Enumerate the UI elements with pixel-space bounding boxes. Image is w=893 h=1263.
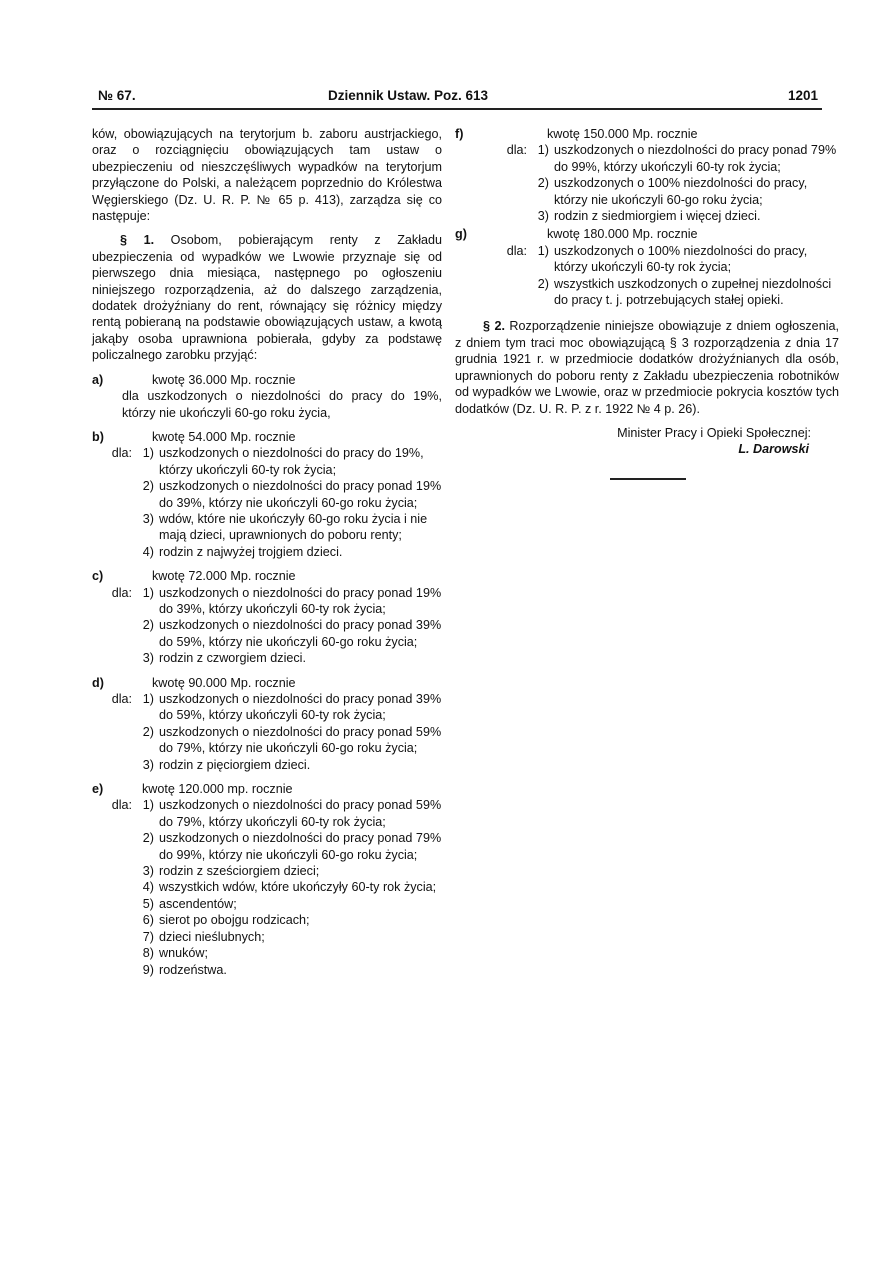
list-item: 2) uszkodzonych o 100% niezdolności do pracy, którzy nie ukończyli 60-go roku życia;	[537, 176, 808, 207]
issue-number: № 67.	[98, 88, 136, 103]
item-e	[92, 781, 442, 978]
intro-paragraph: ków, obowiązujących na terytorjum b. zaboru austrjackiego, oraz o rozciągnięciu obowiązujących tam ustaw o ubezpieczeniu od nieszczęśliwych wypadków na terytorjum przyłączone do Polski, a należącem poprzednio do Królestwa Węgierskiego (Dz. U. R. P. № 65 p. 413), zarządza się co następuje:	[92, 127, 442, 224]
list-item: 2) uszkodzonych o niezdolności do pracy ponad 19% do 39%, którzy nie ukończyli 60-go roku życia;	[142, 479, 442, 510]
item-g	[455, 226, 839, 308]
section-2-text: Rozporządzenie niniejsze obowiązuje z dniem ogłoszenia, z dniem tym traci moc obowiązującą § 3 rozporządzenia z dnia 17 grudnia 1921 r. w przedmiocie dodatków drożyźnianych dla osób, uprawnionych do poboru renty z Zakładu ubezpieczenia robotników od wypadków we Lwowie, oraz w przedmiocie pokrycia kosztów tych dodatków (Dz. U. R. P. z r. 1922 № 4 p. 26).	[455, 319, 839, 416]
list-item: 4) wszystkich wdów, które ukończyły 60-ty rok życia;	[142, 880, 437, 895]
section-1-text: Osobom, pobierającym renty z Zakładu ubezpieczenia od wypadków we Lwowie przyznaje się od pierwszego dnia miesiąca, następnego po ogłoszeniu niniejszego rozporządzenia, aż do dalszego zarządzenia, dodatek drożyźniany do rent, równający się różnicy między rentą pobieraną na podstawie obowiązujących ustaw, a kwotą jakąby osoba uprawniona pobierała, gdyby za podstawę policzalnego zarobku przyjąć:	[92, 233, 443, 363]
item-d	[92, 675, 442, 773]
list-item: 4) rodzin z najwyżej trojgiem dzieci.	[142, 544, 343, 559]
dla-label: dla:	[506, 143, 527, 158]
item-b-letter: b)	[92, 429, 104, 444]
item-g-amount: kwotę 180.000 Mp. rocznie	[547, 227, 698, 242]
page-header	[98, 88, 818, 108]
list-item: 2) uszkodzonych o niezdolności do pracy ponad 39% do 59%, którzy nie ukończyli 60-go roku życia;	[142, 618, 442, 649]
dla-label: dla:	[111, 585, 132, 600]
dla-label: dla:	[506, 243, 527, 258]
item-b	[92, 429, 442, 560]
list-item: 1) uszkodzonych o 100% niezdolności do pracy, którzy ukończyli 60-ty rok życia;	[537, 243, 808, 275]
list-item: 1) uszkodzonych o niezdolności do pracy ponad 39% do 59%, którzy ukończyli 60-ty rok życia;	[142, 692, 442, 723]
item-c	[92, 568, 442, 666]
list-item: 3) wdów, które nie ukończyły 60-go roku życia i nie mają dzieci, uprawnionych do poboru renty;	[142, 511, 428, 543]
item-f	[455, 126, 839, 224]
item-g-letter: g)	[455, 227, 467, 242]
page-number: 1201	[787, 88, 818, 103]
list-item: 3) rodzin z pięciorgiem dzieci.	[142, 757, 311, 772]
item-d-amount: kwotę 90.000 Mp. rocznie	[152, 675, 296, 690]
dla-label: dla:	[111, 798, 132, 813]
journal-title: Dziennik Ustaw. Poz. 613	[328, 88, 489, 103]
item-d-letter: d)	[92, 675, 104, 690]
item-c-amount: kwotę 72.000 Mp. rocznie	[152, 569, 296, 584]
list-item: 3) rodzin z siedmiorgiem i więcej dzieci.	[537, 209, 761, 224]
list-item: 1) uszkodzonych o niezdolności do pracy do 19%, którzy ukończyli 60-ty rok życia;	[142, 446, 424, 477]
item-f-amount: kwotę 150.000 Mp. rocznie	[547, 127, 698, 141]
list-item: 2) uszkodzonych o niezdolności do pracy ponad 79% do 99%, którzy nie ukończyli 60-go roku życia;	[142, 831, 442, 862]
section-1	[92, 232, 442, 363]
list-item: 8) wnuków;	[142, 946, 208, 961]
signature-title: Minister Pracy i Opieki Społecznej:	[617, 425, 811, 440]
section-2-mark: § 2.	[483, 319, 505, 334]
item-b-amount: kwotę 54.000 Mp. rocznie	[152, 429, 296, 444]
left-column	[92, 126, 442, 978]
list-item: 7) dzieci nieślubnych;	[142, 929, 265, 944]
item-f-letter: f)	[455, 127, 464, 141]
list-item: 5) ascendentów;	[142, 896, 237, 911]
item-a-amount: kwotę 36.000 Mp. rocznie	[152, 372, 296, 387]
right-column	[455, 126, 839, 480]
list-item: 1) uszkodzonych o niezdolności do pracy ponad 79% do 99%, którzy ukończyli 60-ty rok życia;	[537, 143, 837, 174]
item-a	[92, 372, 442, 421]
item-a-letter: a)	[92, 372, 104, 387]
dla-label: dla:	[111, 692, 132, 706]
header-rule	[92, 108, 822, 110]
section-2	[455, 318, 839, 416]
list-item: 9) rodzeństwa.	[142, 962, 227, 977]
list-item: 2) uszkodzonych o niezdolności do pracy ponad 59% do 79%, którzy nie ukończyli 60-go roku życia;	[142, 724, 442, 756]
list-item: 2) wszystkich uszkodzonych o zupełnej niezdolności do pracy t. j. potrzebujących stałej opieki.	[537, 276, 832, 308]
list-item: 1) uszkodzonych o niezdolności do pracy ponad 59% do 79%, którzy ukończyli 60-ty rok życia;	[142, 798, 442, 829]
list-item: 6) sierot po obojgu rodzicach;	[142, 913, 310, 928]
item-e-letter: e)	[92, 782, 104, 797]
list-item: 3) rodzin z czworgiem dzieci.	[142, 651, 306, 666]
list-item: 3) rodzin z sześciorgiem dzieci;	[142, 864, 320, 879]
list-item: 1) uszkodzonych o niezdolności do pracy ponad 19% do 39%, którzy ukończyli 60-ty rok życia;	[142, 585, 442, 616]
section-1-mark: § 1.	[120, 233, 155, 248]
signature-name: L. Darowski	[738, 442, 809, 457]
dla-label: dla:	[111, 446, 132, 461]
end-rule	[610, 478, 686, 480]
item-e-amount: kwotę 120.000 mp. rocznie	[142, 782, 293, 797]
item-a-text: dla uszkodzonych o niezdolności do pracy do 19%, którzy nie ukończyli 60-go roku życia,	[122, 389, 442, 420]
item-c-letter: c)	[92, 569, 104, 584]
